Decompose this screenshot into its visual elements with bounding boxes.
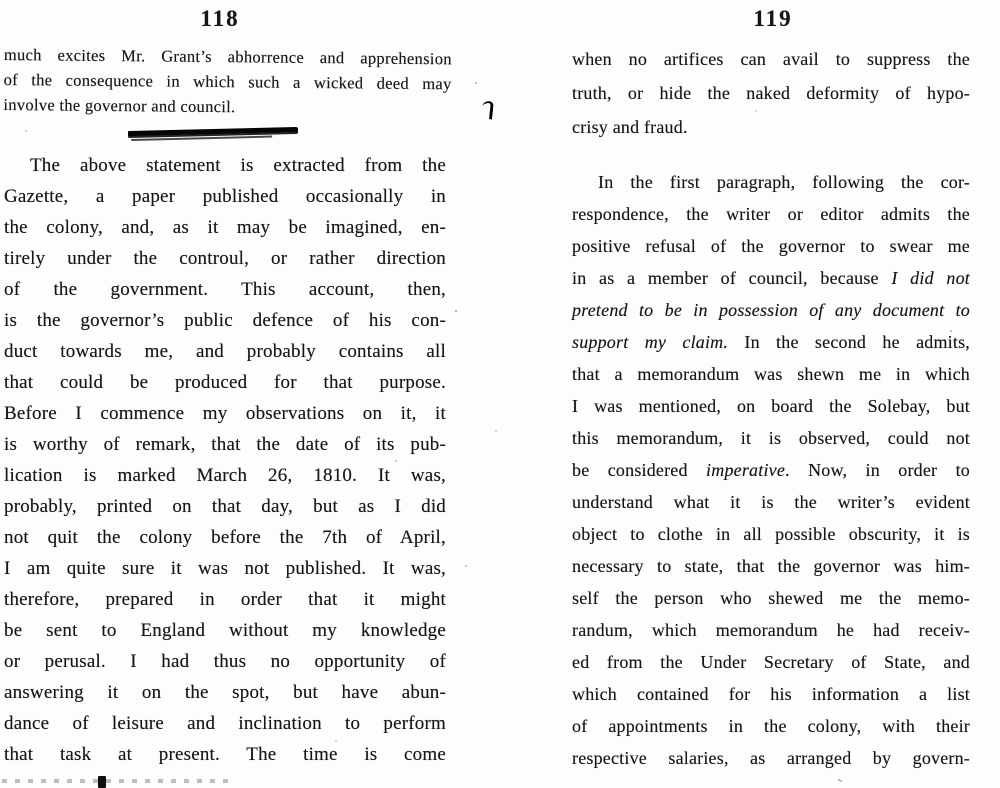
stray-ink-mark <box>481 100 494 119</box>
text-line: pretend to be in possession of any document to <box>572 300 970 320</box>
text-line: Before I commence my observations on it, it <box>4 403 446 424</box>
text-line: be sent to England without my knowledge <box>4 620 446 641</box>
scan-noise-specks <box>455 310 457 312</box>
paragraph <box>572 166 970 774</box>
text-line: I was mentioned, on board the Solebay, but <box>572 396 970 416</box>
text-line: probably, printed on that day, but as I did <box>4 496 446 517</box>
text-line: of the government. This account, then, <box>4 279 446 300</box>
text-line: Gazette, a paper published occasionally in <box>4 186 446 207</box>
text-line: crisy and fraud. <box>572 117 688 137</box>
text-line: In the first paragraph, following the cor- <box>598 172 970 192</box>
text-line: duct towards me, and probably contains all <box>4 341 446 362</box>
text-line: understand what it is the writer’s evident <box>572 492 970 512</box>
paragraph <box>572 42 970 144</box>
text-line: of appointments in the colony, with their <box>572 716 970 736</box>
text-line: answering it on the spot, but have abun- <box>4 682 446 703</box>
text-line: that could be produced for that purpose. <box>4 372 446 393</box>
text-line: tirely under the controul, or rather direction <box>4 248 446 269</box>
text-line: be considered imperative. Now, in order to <box>572 460 970 480</box>
text-line: is worthy of remark, that the date of its pub- <box>4 434 446 455</box>
text-line: respective salaries, as arranged by govern- <box>572 748 970 768</box>
text-line: of the consequence in which such a wicked deed may <box>3 69 452 94</box>
text-line: necessary to state, that the governor was him- <box>572 556 970 576</box>
text-line: dance of leisure and inclination to perform <box>4 713 446 734</box>
text-line: is the governor’s public defence of his con- <box>4 310 446 331</box>
text-line: that a memorandum was shewn me in which <box>572 364 970 384</box>
text-line: ed from the Under Secretary of State, and <box>572 652 970 672</box>
text-line: or perusal. I had thus no opportunity of <box>4 651 446 672</box>
text-line: therefore, prepared in order that it might <box>4 589 446 610</box>
page-number: 119 <box>753 6 793 31</box>
text-line: positive refusal of the governor to swear me <box>572 236 970 256</box>
text-line: when no artifices can avail to suppress the <box>572 49 970 69</box>
text-line: I am quite sure it was not published. It was, <box>4 558 446 579</box>
text-line: involve the governor and council. <box>3 94 236 117</box>
text-line: self the person who shewed me the memo- <box>572 588 970 608</box>
text-line: that task at present. The time is come <box>4 744 446 765</box>
text-line: much excites Mr. Grant’s abhorrence and apprehension <box>3 44 452 69</box>
intro-paragraph <box>3 42 452 121</box>
text-line: The above statement is extracted from the <box>30 155 446 176</box>
page-number: 118 <box>200 6 240 31</box>
text-line: truth, or hide the naked deformity of hypo- <box>572 83 970 103</box>
text-line: respondence, the writer or editor admits the <box>572 204 970 224</box>
main-paragraph <box>4 150 446 770</box>
text-line: randum, which memorandum he had receiv- <box>572 620 970 640</box>
text-line: which contained for his information a list <box>572 684 970 704</box>
text-line: in as a member of council, because I did not <box>572 268 970 288</box>
text-line: lication is marked March 26, 1810. It was, <box>4 465 446 486</box>
text-line: not quit the colony before the 7th of April, <box>4 527 446 548</box>
section-divider-rule <box>128 127 298 138</box>
text-line: support my claim. In the second he admits, <box>572 332 970 352</box>
text-line: the colony, and, as it may be imagined, en- <box>4 217 446 238</box>
text-line: object to clothe in all possible obscurity, it is <box>572 524 970 544</box>
text-line: this memorandum, it is observed, could not <box>572 428 970 448</box>
cutoff-line-fragment <box>2 779 228 783</box>
cutoff-line-fragment <box>98 776 106 788</box>
